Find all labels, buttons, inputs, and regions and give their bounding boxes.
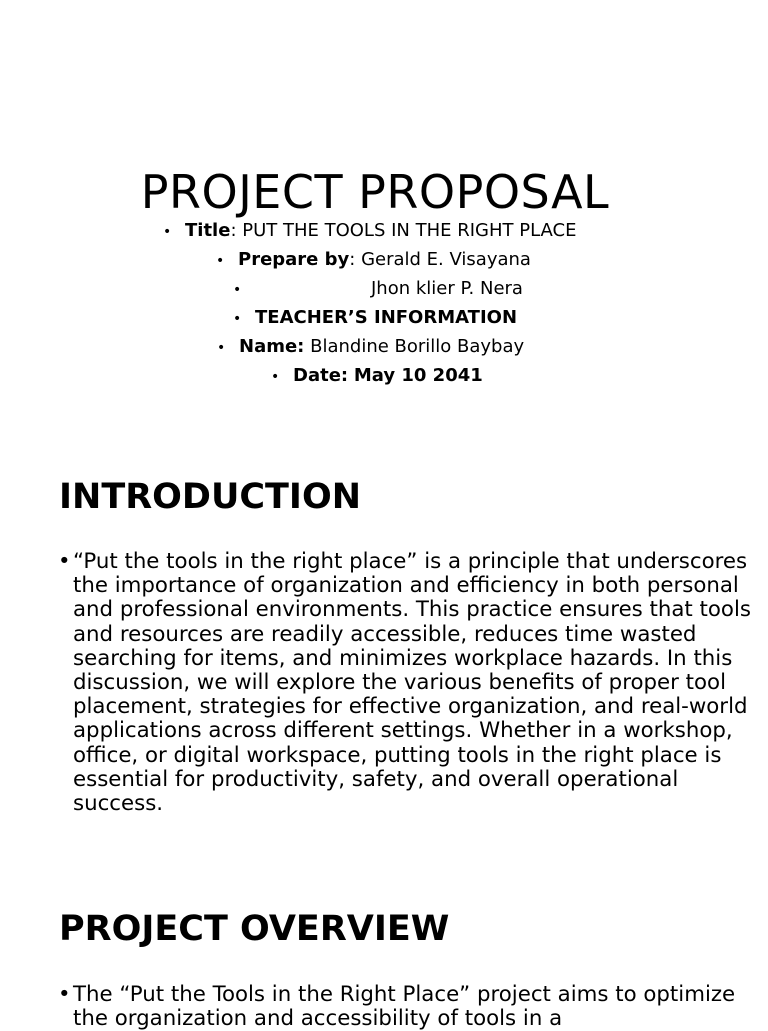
info-item-teacher-heading [233,303,517,332]
bullet-icon: • [233,311,242,327]
title-label: Title [185,220,231,241]
bullet-icon: • [233,282,242,298]
info-item-second-preparer [233,274,523,303]
introduction-text: “Put the tools in the right place” is a principle that underscores the importance of organization and efficiency in both personal and professional environments. This practice ensures that tools and resources are readily accessible, reduces time wasted searching for items, and minimizes workplace hazards. In this discussion, we will explore the various benefits of proper tool placement, strategies for effective organization, and real-world applications across different settings. Whether in a workshop, office, or digital workspace, putting tools in the right place is essential for productivity, safety, and overall operational success. [73,549,751,817]
info-item-prepared-by [216,245,531,274]
document-title: PROJECT PROPOSAL [140,165,610,219]
prepared-by-label: Prepare by [238,249,350,270]
teacher-name-value: Blandine Borillo Baybay [310,336,525,357]
teacher-info-heading: TEACHER’S INFORMATION [255,307,518,328]
info-item-title [163,216,576,245]
bullet-icon: • [58,982,71,1007]
bullet-icon: • [271,369,280,385]
bullet-icon: • [58,549,71,574]
date-label: Date: [293,365,349,386]
info-item-teacher-name [217,332,524,361]
project-overview-text: The “Put the Tools in the Right Place” project aims to optimize the organization and accessibility of tools in a [73,982,736,1031]
bullet-icon: • [216,253,225,269]
introduction-paragraph [58,550,753,816]
bullet-icon: • [163,224,172,240]
introduction-heading: INTRODUCTION [59,477,361,517]
info-item-date [271,361,483,390]
prepared-by-value: : Gerald E. Visayana [349,249,531,270]
date-value: May 10 2041 [353,365,483,386]
second-preparer-name: Jhon klier P. Nera [371,278,523,299]
teacher-name-label: Name: [239,336,305,357]
project-overview-heading: PROJECT OVERVIEW [59,909,450,949]
bullet-icon: • [217,340,226,356]
title-value: : PUT THE TOOLS IN THE RIGHT PLACE [230,220,577,241]
